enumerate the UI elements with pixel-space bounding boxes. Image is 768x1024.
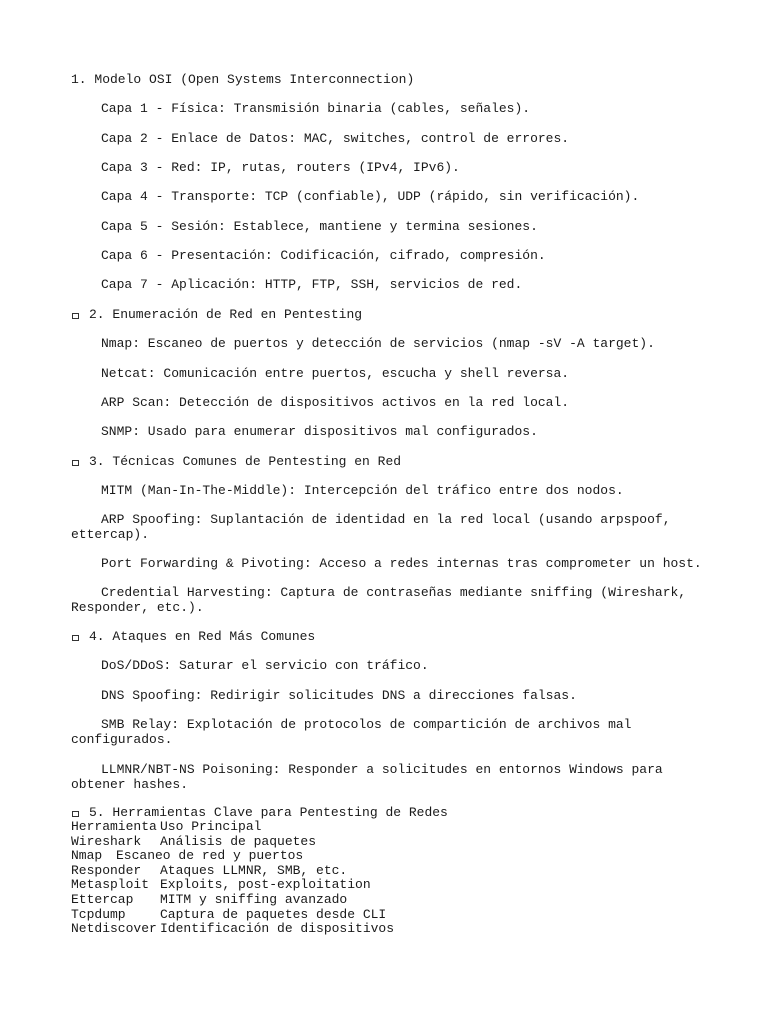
section-2-heading (71, 307, 362, 322)
table-row (71, 878, 394, 893)
tech-item-credential-harvesting: Credential Harvesting: Captura de contraseñas mediante sniffing (Wireshark, (101, 585, 687, 600)
table-row (71, 849, 394, 864)
attack-item-dos: DoS/DDoS: Saturar el servicio con tráfico. (101, 658, 429, 673)
tech-item-arp-spoofing-cont: ettercap). (71, 527, 150, 542)
enum-item-nmap: Nmap: Escaneo de puertos y detección de servicios (nmap -sV -A target). (101, 336, 655, 351)
osi-layer-3: Capa 3 - Red: IP, rutas, routers (IPv4, IPv6). (101, 160, 460, 175)
attack-item-smb-relay-cont: configurados. (71, 732, 173, 747)
osi-layer-4: Capa 4 - Transporte: TCP (confiable), UDP (rápido, sin verificación). (101, 189, 640, 204)
table-cell-usage: Escaneo de red y puertos (116, 848, 304, 864)
table-cell-tool: Ettercap (71, 891, 134, 907)
table-header-tool: Herramienta (71, 819, 157, 834)
section-3-heading (71, 454, 401, 469)
section-1-title: 1. Modelo OSI (Open Systems Interconnection) (71, 72, 415, 87)
section-2-title: 2. Enumeración de Red en Pentesting (89, 307, 363, 322)
section-4-title: 4. Ataques en Red Más Comunes (89, 629, 316, 644)
table-cell-tool: Metasploit (71, 877, 150, 893)
osi-layer-5: Capa 5 - Sesión: Establece, mantiene y termina sesiones. (101, 219, 538, 234)
osi-layer-1: Capa 1 - Física: Transmisión binaria (cables, señales). (101, 101, 531, 116)
table-row (71, 835, 394, 850)
tech-item-port-forwarding: Port Forwarding & Pivoting: Acceso a redes internas tras comprometer un host. (101, 556, 702, 571)
tech-item-credential-harvesting-cont: Responder, etc.). (71, 600, 204, 615)
section-4-heading (71, 629, 315, 644)
tech-item-arp-spoofing: ARP Spoofing: Suplantación de identidad en la red local (usando arpspoof, (101, 512, 671, 527)
checkbox-square-icon (72, 460, 79, 466)
table-cell-usage: Captura de paquetes desde CLI (160, 906, 387, 922)
table-cell-usage: Ataques LLMNR, SMB, etc. (160, 862, 348, 878)
osi-layer-6: Capa 6 - Presentación: Codificación, cifrado, compresión. (101, 248, 546, 263)
checkbox-square-icon (72, 635, 79, 641)
table-header-usage: Uso Principal (160, 819, 262, 834)
osi-layer-7: Capa 7 - Aplicación: HTTP, FTP, SSH, servicios de red. (101, 277, 523, 292)
attack-item-dns-spoofing: DNS Spoofing: Redirigir solicitudes DNS a direcciones falsas. (101, 688, 577, 703)
table-cell-usage: Identificación de dispositivos (160, 921, 395, 937)
table-cell-tool: Wireshark (71, 833, 142, 849)
attack-item-llmnr: LLMNR/NBT-NS Poisoning: Responder a solicitudes en entornos Windows para (101, 762, 663, 777)
tech-item-mitm: MITM (Man-In-The-Middle): Intercepción del tráfico entre dos nodos. (101, 483, 624, 498)
enum-item-arp-scan: ARP Scan: Detección de dispositivos activos en la red local. (101, 395, 570, 410)
table-cell-tool: Tcpdump (71, 906, 126, 922)
table-row (71, 908, 394, 923)
checkbox-square-icon (72, 313, 79, 319)
osi-layer-2: Capa 2 - Enlace de Datos: MAC, switches, control de errores. (101, 131, 570, 146)
table-cell-usage: MITM y sniffing avanzado (160, 891, 348, 907)
table-cell-tool: Netdiscover (71, 921, 157, 937)
table-row (71, 893, 394, 908)
table-cell-tool: Responder (71, 862, 142, 878)
enum-item-snmp: SNMP: Usado para enumerar dispositivos mal configurados. (101, 424, 538, 439)
table-cell-usage: Análisis de paquetes (160, 833, 317, 849)
tools-table (71, 820, 394, 937)
section-3-title: 3. Técnicas Comunes de Pentesting en Red (89, 454, 402, 469)
table-row (71, 922, 394, 937)
section-5-heading (71, 805, 448, 820)
attack-item-llmnr-cont: obtener hashes. (71, 777, 189, 792)
table-cell-usage: Exploits, post-exploitation (160, 877, 371, 893)
table-row (71, 864, 394, 879)
table-cell-tool: Nmap (71, 848, 103, 864)
section-5-title: 5. Herramientas Clave para Pentesting de Redes (89, 805, 448, 820)
enum-item-netcat: Netcat: Comunicación entre puertos, escucha y shell reversa. (101, 366, 570, 381)
attack-item-smb-relay: SMB Relay: Explotación de protocolos de compartición de archivos mal (101, 717, 632, 732)
table-header-row (71, 820, 394, 835)
checkbox-square-icon (72, 811, 79, 817)
